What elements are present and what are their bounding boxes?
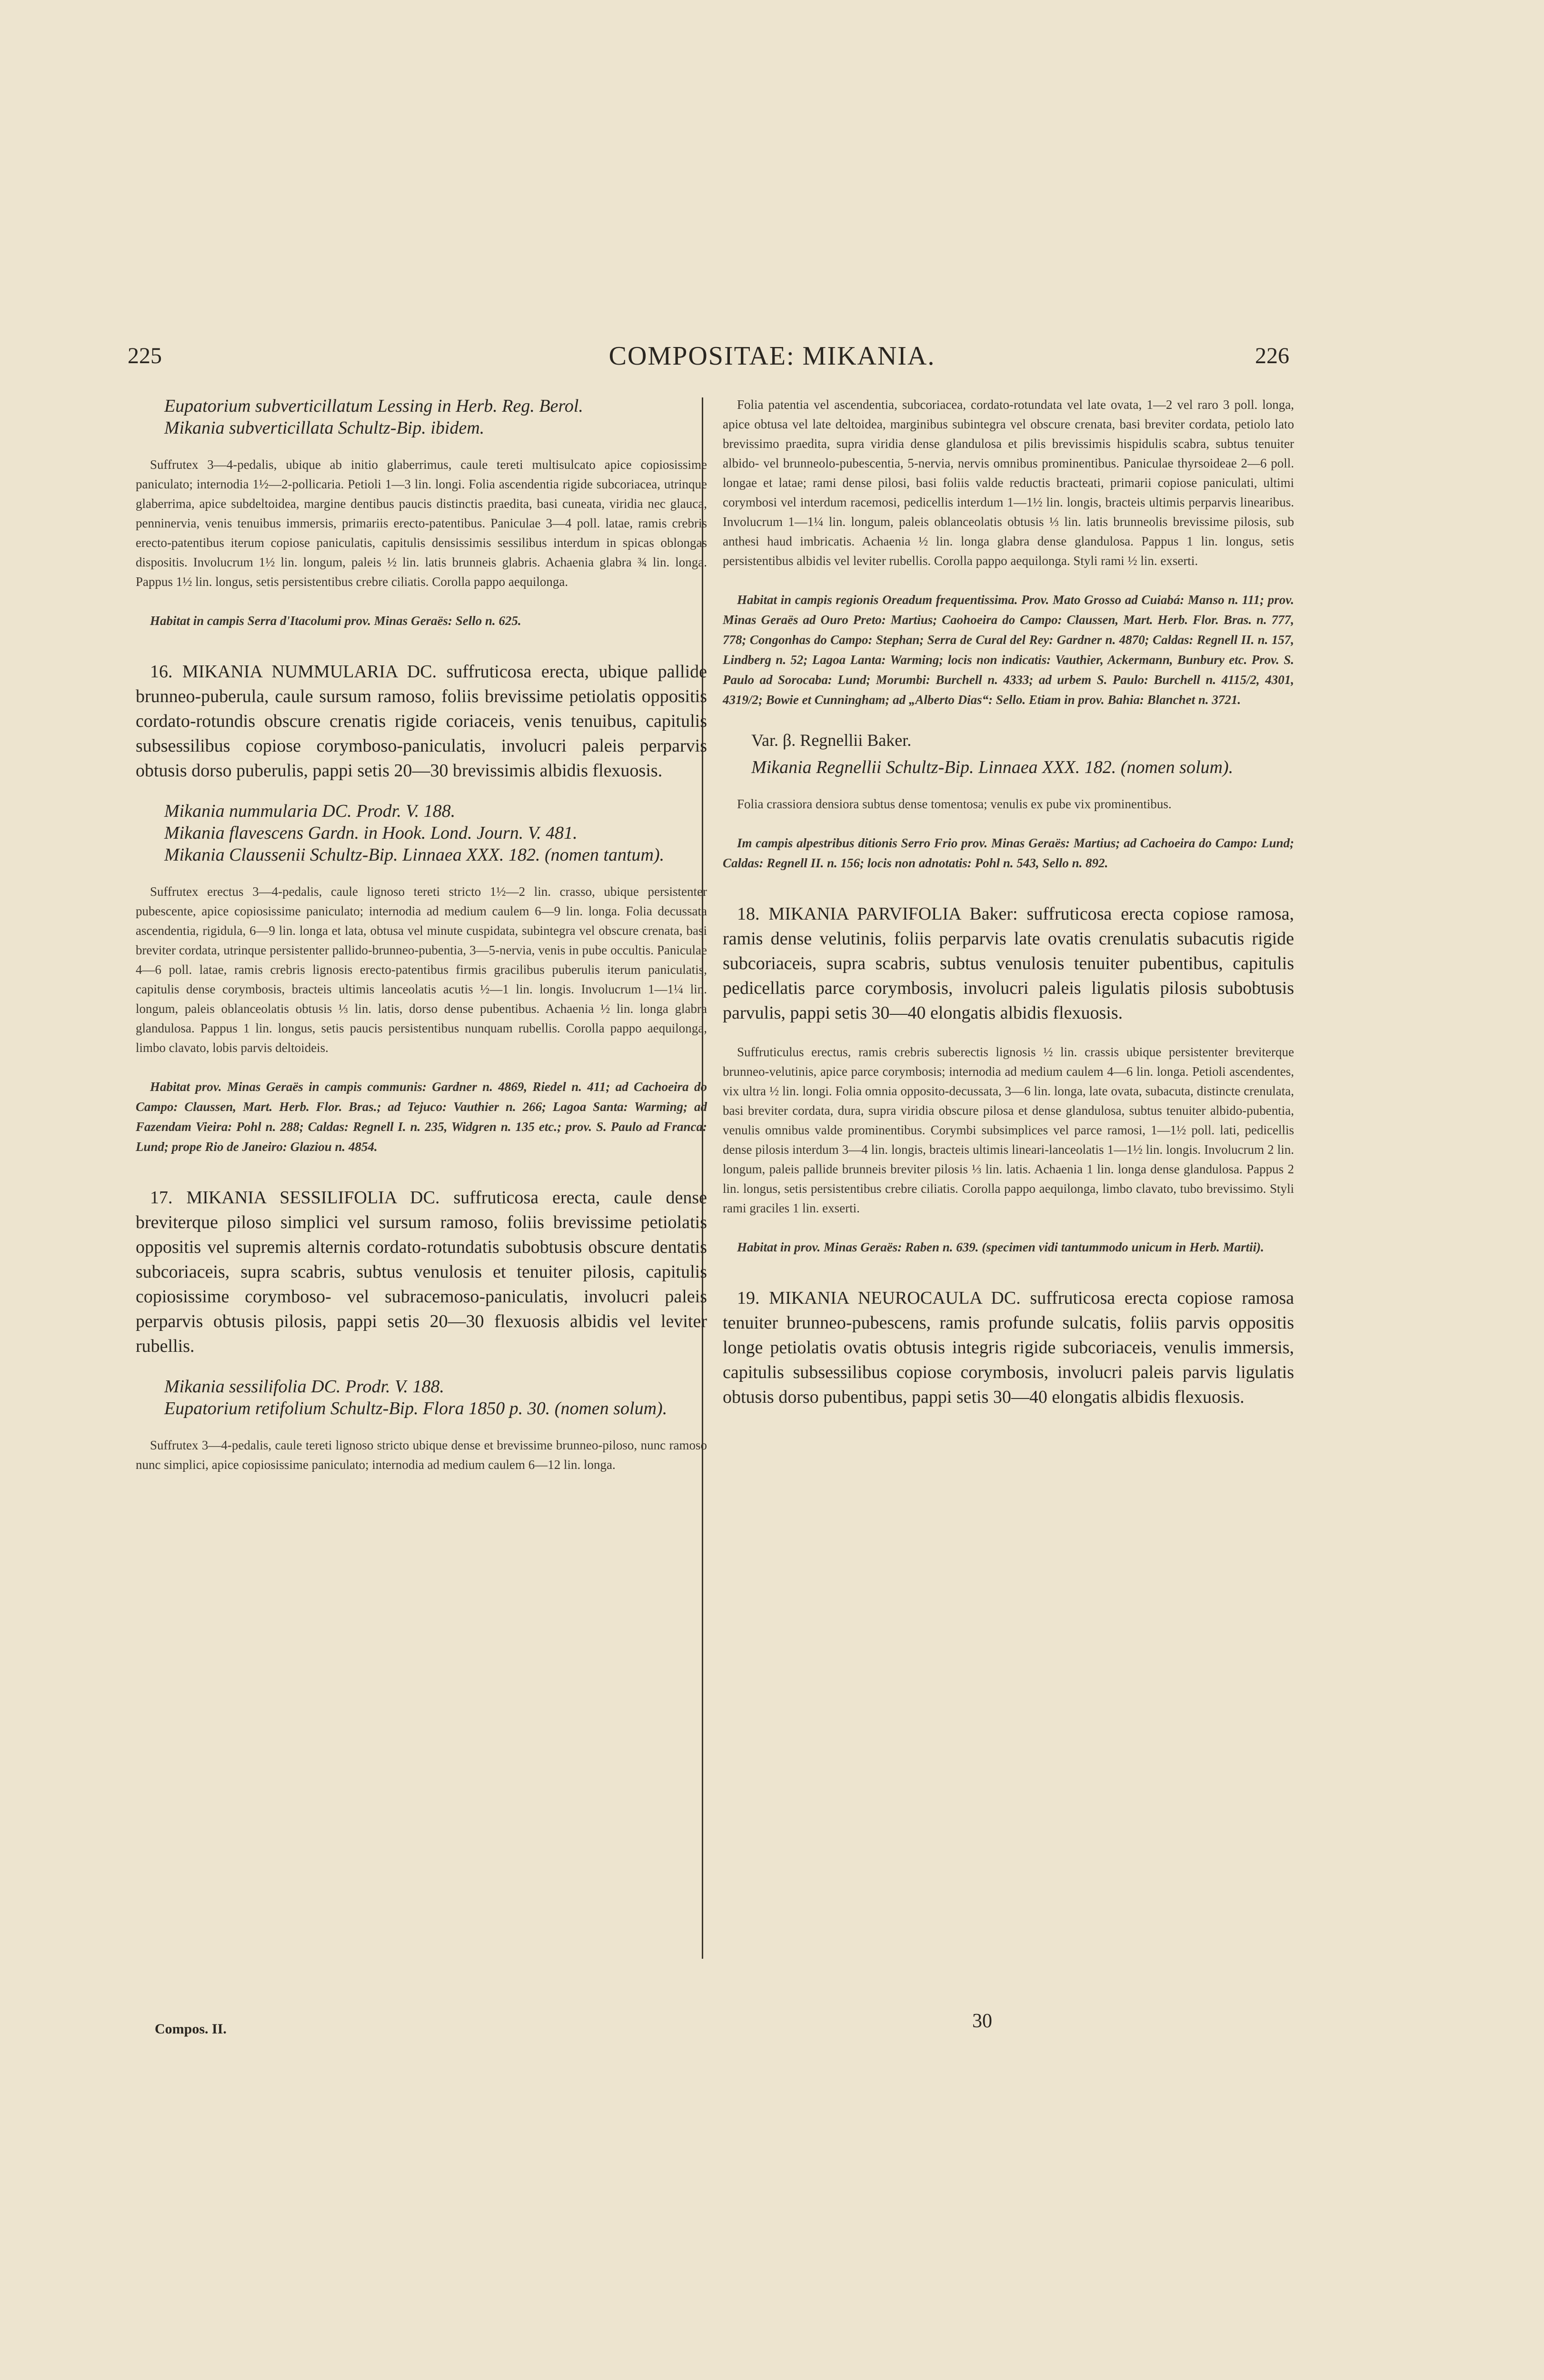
synonymy-block-16 <box>136 800 707 866</box>
synonym: Mikania subverticillata Schultz-Bip. ibidem. <box>164 418 485 438</box>
description-variety: Folia crassiora densiora subtus dense tomentosa; venulis ex pube vix prominentibus. <box>737 797 1172 811</box>
habitat-paragraph: Habitat in campis Serra d'Itacolumi prov. Minas Geraës: Sello n. 625. <box>150 614 521 628</box>
synonymy-block-17 <box>136 1376 707 1419</box>
description-paragraph: Suffrutex 3—4-pedalis, ubique ab initio glaberrimus, caule tereti multisulcato apice copiosissime paniculato; internodia 1½—2-pollicaria. Petioli 1—3 lin. longi. Folia ascendentia rigide subcoriacea, utrinque glaberrima, apice subdeltoidea, margine dentibus paucis distinctis praedita, basi cuneata, viridia nec glauca, penninervia, venis tenuibus immersis, primariis erecto-patentibus. Paniculae 3—4 poll. latae, ramis crebris erecto-patentibus iterum copiose paniculatis, capitulis densissimis sessilibus interdum in spicas oblongas dispositis. Involucrum 1½ lin. longum, paleis ½ lin. latis brunneis glabris. Achaenia glabra ¾ lin. longa. Pappus 1½ lin. longus, setis persistentibus crebre ciliatis. Corolla pappo aequilonga. <box>136 457 707 589</box>
description-paragraph-17: Suffrutex 3—4-pedalis, caule tereti lignoso stricto ubique dense et brevissime brunneo-piloso, nunc ramoso nunc simplici, apice copiosissime paniculato; internodia ad medium caulem 6—12 lin. longa. <box>136 1438 707 1472</box>
synonym: Mikania nummularia DC. Prodr. V. 188. <box>164 801 456 821</box>
page-number-right: 226 <box>1255 343 1289 368</box>
synonym: Mikania Regnellii Schultz-Bip. Linnaea XXX. 182. (nomen solum). <box>751 757 1234 777</box>
species-heading-17: 17. MIKANIA SESSILIFOLIA DC. suffruticosa erecta, caule dense breviterque piloso simplici vel sursum ramoso, foliis brevissime petiolatis oppositis vel supremis alternis cordato-rotundatis subobtusis obscure dentatis subcoriaceis, supra scabris, subtus venulosis et tenuiter pilosis, capitulis copiosissime corymboso- vel subracemoso-paniculatis, involucri paleis perparvis obtusis pilosis, pappi setis 20—30 flexuosis albidis vel leviter rubellis. <box>136 1188 707 1356</box>
habitat-paragraph-16: Habitat prov. Minas Geraës in campis communis: Gardner n. 4869, Riedel n. 411; ad Cachoeira do Campo: Claussen, Mart. Herb. Flor. Bras.; ad Tejuco: Vauthier n. 266; Lagoa Santa: Warming; ad Fazendam Vieira: Pohl n. 288; Caldas: Regnell I. n. 235, Widgren n. 135 etc.; prov. S. Paulo ad Franca: Lund; prope Rio de Janeiro: Glaziou n. 4854. <box>136 1080 707 1154</box>
variety-heading: Var. β. Regnellii Baker. <box>751 731 912 750</box>
synonym: Mikania Claussenii Schultz-Bip. Linnaea XXX. 182. (nomen tantum). <box>164 845 665 865</box>
page-number-left: 225 <box>128 343 162 368</box>
habitat-paragraph-17: Habitat in campis regionis Oreadum frequentissima. Prov. Mato Grosso ad Cuiabá: Manso n. 111; prov. Minas Geraës ad Ouro Preto: Martius; Caohoeira do Campo: Claussen, Mart. Herb. Flor. Bras. n. 777, 778; Congonhas do Campo: Stephan; Serra de Cural del Rey: Gardner n. 4870; Caldas: Regnell II. n. 157, Lindberg n. 52; Lagoa Lanta: Warming; locis non indicatis: Vauthier, Ackermann, Bunbury etc. Prov. S. Paulo ad Sorocaba: Lund; Morumbi: Burchell n. 4333; ad urbem S. Paulo: Burchell n. 4115/2, 4301, 4319/2; Bowie et Cunningham; ad „Alberto Dias“: Sello. Etiam in prov. Bahia: Blanchet n. 3721. <box>723 593 1294 707</box>
description-paragraph-16: Suffrutex erectus 3—4-pedalis, caule lignoso tereti stricto 1½—2 lin. crasso, ubique persistenter pubescente, apice copiosissime paniculato; internodia ad medium caulem 6—9 lin. longa. Folia decussata ascendentia, rigidula, 6—9 lin. longa et lata, obtusa vel minute cuspidata, subintegra vel obscure crenata, basi breviter cordata, utrinque persistenter pallido-brunneo-pubentia, 3—5-nervia, venis in pube occultis. Paniculae 4—6 poll. latae, ramis crebris lignosis erecto-patentibus firmis gracilibus puberulis iterum paniculatis, capitulis dense corymbosis, bracteis ultimis lanceolatis acutis ½—1 lin. longis. Involucrum 1—1¼ lin. longum, paleis oblanceolatis obtusis ⅓ lin. latis, dorso dense pubentibus. Achaenia ½ lin. longa glabra glandulosa. Pappus 1 lin. longus, setis paucis persistentibus nunquam rubellis. Corolla pappo aequilonga, limbo clavato, lobis parvis deltoideis. <box>136 884 707 1055</box>
footer-signature-label: Compos. II. <box>155 2021 227 2037</box>
synonymy-block <box>136 395 707 439</box>
synonym: Eupatorium subverticillatum Lessing in Herb. Reg. Berol. <box>164 396 583 416</box>
sheet-signature: 30 <box>972 2010 992 2032</box>
species-heading-18: 18. MIKANIA PARVIFOLIA Baker: suffruticosa erecta copiose ramosa, ramis dense velutinis, foliis perparvis late ovatis crenulatis subacutis rigide subcoriaceis, supra scabris, subtus venulosis tenuiter pubentibus, capitulis pedicellatis parce corymbosis, involucri paleis ligulatis pilosis subobtusis parvulis, pappi setis 30—40 elongatis albidis flexuosis. <box>723 904 1294 1023</box>
description-paragraph-18: Suffruticulus erectus, ramis crebris suberectis lignosis ½ lin. crassis ubique persistenter breviterque brunneo-velutinis, apice parce corymbosis; internodia ad medium caulem 4—6 lin. longa. Petioli ascendentes, vix ultra ½ lin. longi. Folia omnia opposito-decussata, 3—6 lin. longa, late ovata, subacuta, distincte crenulata, basi breviter cordata, dura, supra viridia obscure pilosa et dense glandulosa, subtus tenuiter albido-pubentia, venulis omnibus valde prominentibus. Corymbi subsimplices vel parce ramosi, 1—1½ poll. lati, pedicellis dense pilosis interdum 3—4 lin. longis, bracteis ultimis lineari-lanceolatis 1—1½ lin. longis. Involucrum 2 lin. longum, paleis pallide brunneis breviter pilosis ⅓ lin. latis. Achaenia 1 lin. longa dense glandulosa. Pappus 2 lin. longus, setis persistentibus crebre ciliatis. Corolla pappo aequilonga, limbo clavato, tubo brevissimo. Styli rami graciles 1 lin. exserti. <box>723 1045 1294 1215</box>
right-column <box>723 395 1294 1427</box>
species-heading-16: 16. MIKANIA NUMMULARIA DC. suffruticosa erecta, ubique pallide brunneo-puberula, caule sursum ramoso, foliis brevissime petiolatis oppositis cordato-rotundis obscure crenatis rigide coriaceis, venis tenuibus, capitulis subsessilibus copiose corymboso-paniculatis, involucri paleis perparvis obtusis dorso puberulis, pappi setis 20—30 brevissimis albidis flexuosis. <box>136 662 707 781</box>
synonymy-block-variety <box>723 756 1294 778</box>
left-column <box>136 395 707 1494</box>
synonym: Mikania sessilifolia DC. Prodr. V. 188. <box>164 1377 444 1397</box>
synonym: Mikania flavescens Gardn. in Hook. Lond. Journ. V. 481. <box>164 823 578 843</box>
running-title: COMPOSITAE: MIKANIA. <box>608 341 936 371</box>
synonym: Eupatorium retifolium Schultz-Bip. Flora 1850 p. 30. (nomen solum). <box>164 1398 667 1418</box>
habitat-variety: Im campis alpestribus ditionis Serro Frio prov. Minas Geraës: Martius; ad Cachoeira do Campo: Lund; Caldas: Regnell II. n. 156; locis non adnotatis: Pohl n. 543, Sello n. 892. <box>723 836 1294 870</box>
species-heading-19: 19. MIKANIA NEUROCAULA DC. suffruticosa erecta copiose ramosa tenuiter brunneo-pubescens, ramis profunde sulcatis, foliis parvis oppositis longe petiolatis ovatis obtusis integris rigide subcoriaceis, venulis immersis, capitulis subsessilibus copiose corymbosis, involucri paleis parvis ligulatis obtusis dorso pubentibus, pappi setis 30—40 elongatis albidis flexuosis. <box>723 1288 1294 1407</box>
description-continued-17: Folia patentia vel ascendentia, subcoriacea, cordato-rotundata vel late ovata, 1—2 vel raro 3 poll. longa, apice obtusa vel late deltoidea, marginibus subintegra vel obscure crenata, basi breviter cordata, petiolo lato brevissimo praedita, supra viridia dense glandulosa et pilis brevissimis hispidulis scabra, subtus tenuiter albido- vel brunneolo-pubescentia, 5-nervia, nervis omnibus prominentibus. Paniculae thyrsoideae 2—6 poll. longae et latae; rami dense pilosi, basi foliis valde reductis bracteati, primarii copiose paniculati, ultimi corymbosi vel interdum racemosi, pedicellis interdum 1—1½ lin. longis, bracteis ultimis perparvis linearibus. Involucrum 1—1¼ lin. longum, paleis oblanceolatis obtusis ⅓ lin. latis brunneolis brevissime pilosis, sub anthesi haud imbricatis. Achaenia ½ lin. longa glabra dense glandulosa. Pappus 1 lin. longus, setis persistentibus albidis vel leviter rubellis. Corolla pappo aequilonga. Styli rami ½ lin. exserti. <box>723 397 1294 568</box>
habitat-paragraph-18: Habitat in prov. Minas Geraës: Raben n. 639. (specimen vidi tantummodo unicum in Herb. Martii). <box>737 1240 1264 1254</box>
